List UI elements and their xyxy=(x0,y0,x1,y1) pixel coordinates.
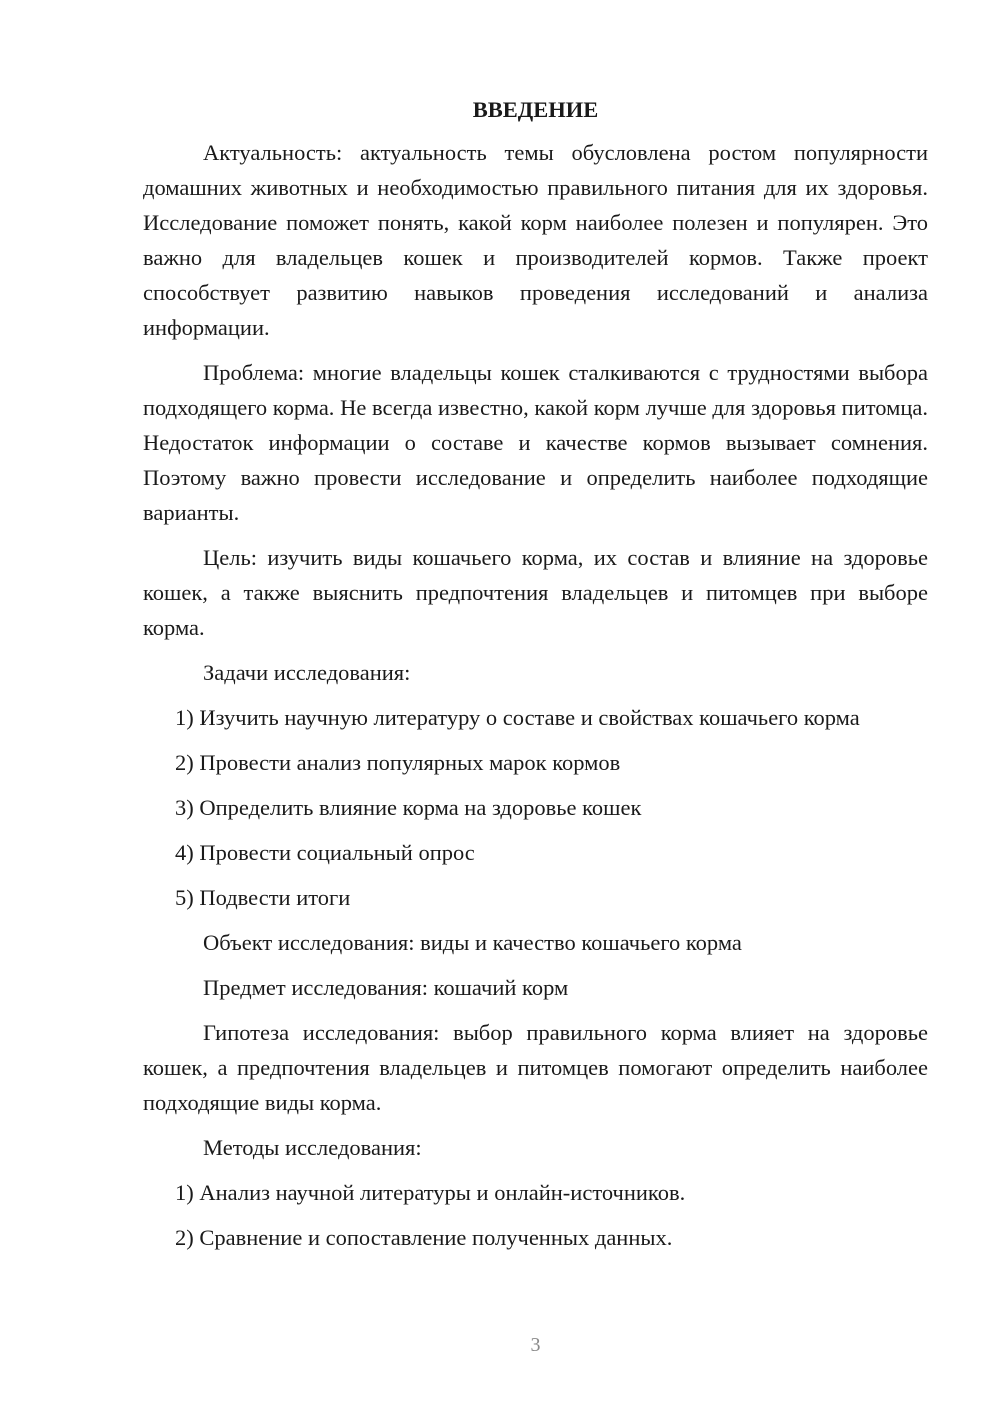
method-item: 1) Анализ научной литературы и онлайн-источников. xyxy=(175,1180,686,1205)
page-number: 3 xyxy=(530,1334,541,1356)
task-item: 3) Определить влияние корма на здоровье кошек xyxy=(175,795,642,820)
task-item: 1) Изучить научную литературу о составе и свойствах кошачьего корма xyxy=(175,705,860,730)
object-paragraph: Объект исследования: виды и качество кошачьего корма xyxy=(203,930,742,955)
page-content xyxy=(143,95,928,1265)
task-item: 5) Подвести итоги xyxy=(175,885,351,910)
methods-heading: Методы исследования: xyxy=(203,1135,422,1160)
section-title: ВВЕДЕНИЕ xyxy=(472,97,599,122)
method-item: 2) Сравнение и сопоставление полученных данных. xyxy=(175,1225,673,1250)
problem-paragraph: Проблема: многие владельцы кошек сталкиваются с трудностями выбора подходящего корма. Не всегда известно, какой корм лучше для здоровья питомца. Недостаток информации о составе и качестве кормов вызывает сомнения. Поэтому важно провести исследование и определить наиболее подходящие варианты. xyxy=(143,360,928,525)
hypothesis-paragraph: Гипотеза исследования: выбор правильного корма влияет на здоровье кошек, а предпочтения владельцев и питомцев помогают определить наиболее подходящие виды корма. xyxy=(143,1020,928,1115)
task-item: 2) Провести анализ популярных марок кормов xyxy=(175,750,621,775)
goal-paragraph: Цель: изучить виды кошачьего корма, их состав и влияние на здоровье кошек, а также выяснить предпочтения владельцев и питомцев при выборе корма. xyxy=(143,545,928,640)
tasks-heading: Задачи исследования: xyxy=(203,660,411,685)
task-item: 4) Провести социальный опрос xyxy=(175,840,475,865)
subject-paragraph: Предмет исследования: кошачий корм xyxy=(203,975,569,1000)
relevance-paragraph: Актуальность: актуальность темы обусловлена ростом популярности домашних животных и необходимостью правильного питания для их здоровья. Исследование поможет понять, какой корм наиболее полезен и популярен. Это важно для владельцев кошек и производителей кормов. Также проект способствует развитию навыков проведения исследований и анализа информации. xyxy=(143,140,928,340)
